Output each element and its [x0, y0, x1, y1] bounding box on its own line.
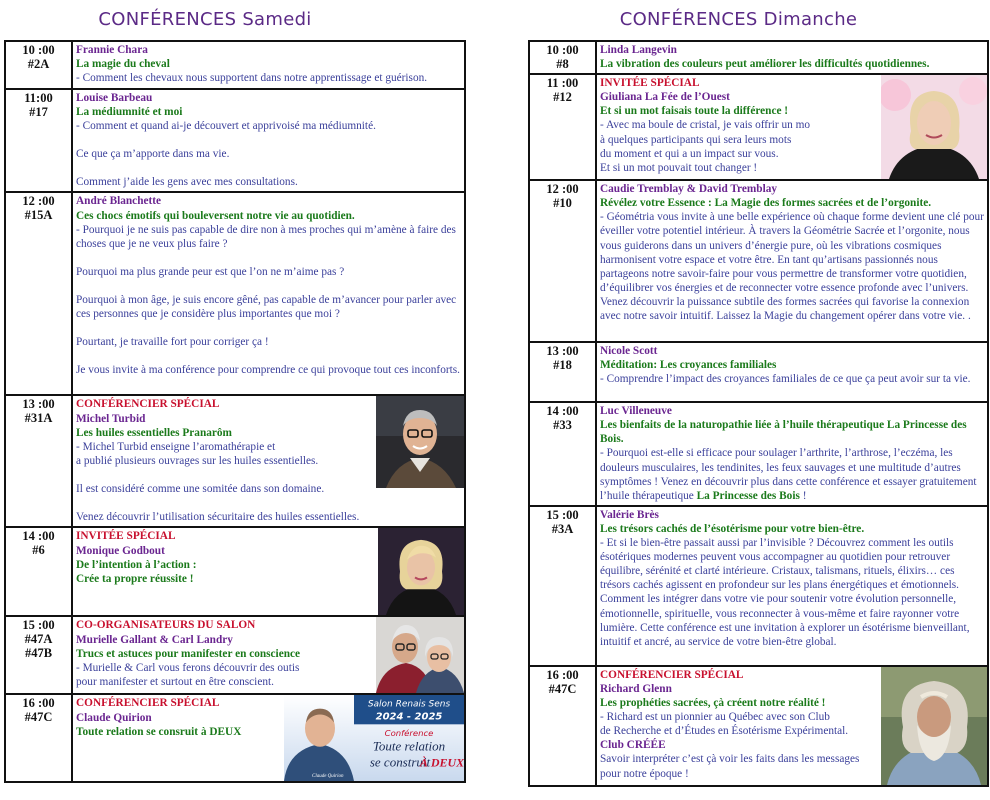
talk-title: Les huiles essentielles Pranarôm	[76, 426, 232, 439]
talk-title: Toute relation se consruit à DEUX	[76, 725, 242, 738]
conference-poster	[284, 695, 464, 781]
poster-line: se construit	[369, 755, 431, 770]
talk-title: Ces chocs émotifs qui bouleversent notre vie au quotidien.	[76, 209, 355, 222]
speaker-name: André Blanchette	[76, 195, 162, 208]
talk-description: - Pourquoi est-elle si efficace pour soulager l’arthrite, l’arthrose, l’eczéma, les douleurs musculaires, les tendinites, les feux sauvages et une multitude d’autres symptômes ! Venez en découvrir plus dans cette conférence et essayer gratuitement l’huile thérapeutique La Princesse des Bois !	[600, 447, 977, 502]
table-row	[5, 527, 465, 616]
speaker-name: Louise Barbeau	[76, 92, 153, 104]
talk-cell	[596, 402, 988, 506]
talk-cell	[72, 527, 465, 616]
talk-description: Pourquoi ma plus grande peur est que l’on ne m’aime pas ?	[76, 265, 345, 278]
talk-description: Ce que ça m’apporte dans ma vie.	[76, 148, 230, 161]
special-badge: CO-ORGANISATEURS DU SALON	[76, 619, 256, 632]
speaker-photo	[376, 617, 464, 693]
talk-description: Pourquoi à mon âge, je suis encore gêné, pas capable de m’avancer pour parler avec ces personnes que je considère plus importantes que moi ?	[76, 293, 457, 321]
talk-description: Venez découvrir l’utilisation sécuritaire des huiles essentielles.	[76, 511, 360, 524]
sunday-schedule	[528, 40, 989, 787]
club-name: Club CRÉÉE	[600, 739, 666, 752]
portrait-image	[376, 617, 464, 693]
time-cell: 12 :00 #15A	[5, 192, 72, 395]
talk-description: - Richard est un pionnier au Québec avec son Club	[600, 711, 830, 724]
portrait-image	[376, 396, 464, 488]
time-cell: 16 :00 #47C	[5, 694, 72, 782]
speaker-photo	[881, 667, 987, 785]
table-row	[5, 41, 465, 89]
talk-subtitle: Crée ta propre réussite !	[76, 572, 194, 585]
portrait-image	[881, 667, 987, 785]
sunday-column	[528, 0, 989, 787]
saturday-title: CONFÉRENCES Samedi	[98, 9, 312, 30]
table-row	[529, 342, 988, 402]
talk-cell	[596, 506, 988, 666]
speaker-name: Giuliana La Fée de l’Ouest	[600, 91, 730, 104]
talk-description: pour manifester et surtout en être conscient.	[76, 675, 274, 688]
talk-description: - Murielle & Carl vous ferons découvrir des outis	[76, 661, 300, 674]
talk-cell	[72, 41, 465, 89]
table-row	[529, 41, 988, 74]
time-cell: 10 :00 #8	[529, 41, 596, 74]
special-badge: CONFÉRENCIER SPÉCIAL	[76, 398, 220, 411]
speaker-photo	[881, 75, 987, 179]
talk-cell	[596, 41, 988, 74]
talk-description: Il est considéré comme une somitée dans son domaine.	[76, 482, 325, 495]
portrait-image	[378, 528, 464, 615]
talk-description: - Michel Turbid enseigne l’aromathérapie et	[76, 440, 276, 453]
talk-description: - Pourquoi je ne suis pas capable de dire non à mes proches qui m’amène à faire des choses que je ne veux plus faire ?	[76, 223, 456, 250]
time-cell: 14 :00 #33	[529, 402, 596, 506]
talk-description: - Comprendre l’impact des croyances familiales de ce que ça peut avoir sur ta vie.	[600, 373, 971, 386]
speaker-name: Richard Glenn	[600, 682, 672, 695]
time-cell: 16 :00 #47C	[529, 666, 596, 786]
talk-description: - Comment les chevaux nous supportent dans notre apprentissage et guérison.	[76, 72, 428, 85]
poster-label: Conférence	[384, 728, 434, 739]
talk-description: - Et si le bien-être passait aussi par l’invisible ? Découvrez comment les outils ésotériques modernes peuvent vous accompagner au quotidien pour retrouver équilibre, sérénité et clarté intérieure. Cristaux, talismans, rituels, élixirs… ces trésors cachés agissent en profondeur sur les plans énergétiques et émotionnels. Comment les intégrer dans votre vie pour soutenir votre évolution personnelle, émotionnelle, spirituelle, vous reconnecter à vous-même et faire rayonner votre lumière. Cette conférence est une invitation à explorer un ésotérisme bienveillant, intuitif et ancré, au service de votre bien-être global.	[600, 537, 970, 648]
speaker-name: Murielle Gallant & Carl Landry	[76, 633, 233, 646]
table-row	[529, 402, 988, 506]
special-badge: CONFÉRENCIER SPÉCIAL	[76, 697, 220, 710]
talk-title: Les prophéties sacrées, çà créent notre réalité !	[600, 697, 826, 710]
speaker-name: Linda Langevin	[600, 44, 677, 56]
talk-description: Et si un mot pouvait tout changer !	[600, 161, 758, 174]
time-cell: 15 :00 #3A	[529, 506, 596, 666]
talk-text	[600, 76, 874, 175]
talk-title: La magie du cheval	[76, 58, 170, 71]
speaker-name: Caudie Tremblay & David Tremblay	[600, 183, 777, 196]
sunday-title: CONFÉRENCES Dimanche	[619, 9, 858, 30]
time-cell: 15 :00 #47A #47B	[5, 616, 72, 694]
speaker-name: Luc Villeneuve	[600, 405, 672, 418]
saturday-schedule	[4, 40, 466, 783]
speaker-name: Valérie Brès	[600, 508, 659, 521]
talk-description: Je vous invite à ma conférence pour comprendre ce qui provoque tout ces inconforts.	[76, 364, 460, 377]
poster-highlight: À DEUX	[419, 755, 464, 770]
special-badge: CONFÉRENCIER SPÉCIAL	[600, 668, 744, 681]
talk-title: Et si un mot faisais toute la différence !	[600, 105, 789, 118]
talk-text	[600, 668, 876, 781]
speaker-name: Claude Quirion	[76, 711, 152, 724]
saturday-column	[4, 0, 466, 783]
table-row	[5, 395, 465, 527]
table-row	[5, 192, 465, 395]
talk-cell	[72, 395, 465, 527]
talk-title: Trucs et astuces pour manifester en conscience	[76, 647, 301, 660]
poster-signature: Claude Quirion	[312, 774, 344, 780]
talk-description: Pourtant, je travaille fort pour corriger ça !	[76, 336, 269, 349]
talk-description: de Recherche et d’Études en Ésotérisme Expérimental.	[600, 725, 849, 738]
time-cell: 14 :00 #6	[5, 527, 72, 616]
talk-title: Révélez votre Essence : La Magie des formes sacrées et de l’orgonite.	[600, 197, 932, 210]
talk-cell	[596, 342, 988, 402]
talk-cell	[72, 616, 465, 694]
talk-title: Les bienfaits de la naturopathie liée à l’huile thérapeutique La Princesse des Bois.	[600, 419, 967, 446]
talk-description: a publié plusieurs ouvrages sur les huiles essentielles.	[76, 454, 319, 467]
table-row	[5, 616, 465, 694]
talk-description: - Avec ma boule de cristal, je vais offrir un mo	[600, 119, 811, 132]
table-row	[529, 74, 988, 180]
speaker-photo	[376, 396, 464, 488]
talk-title: De l’intention à l’action :	[76, 558, 197, 571]
poster-years: 2024 - 2025	[375, 711, 443, 723]
talk-title: La médiumnité et moi	[76, 106, 183, 119]
talk-cell	[72, 192, 465, 395]
talk-description: Savoir interpréter c’est çà voir les faits dans les messages pour notre époque !	[600, 753, 860, 780]
poster-header: Salon Renais Sens	[367, 700, 451, 711]
special-badge: INVITÉE SPÉCIAL	[76, 530, 176, 543]
table-row	[529, 506, 988, 666]
talk-title: Les trésors cachés de l’ésotérisme pour votre bien-être.	[600, 522, 865, 535]
table-row	[5, 694, 465, 782]
speaker-name: Nicole Scott	[600, 345, 658, 358]
talk-description: - Comment et quand ai-je découvert et apprivoisé ma médiumnité.	[76, 120, 376, 133]
poster-line: Toute relation	[372, 740, 446, 755]
speaker-photo	[378, 528, 464, 615]
speaker-name: Monique Godbout	[76, 544, 165, 557]
talk-cell	[596, 180, 988, 342]
talk-title: Méditation: Les croyances familiales	[600, 359, 777, 372]
time-cell: 13 :00 #18	[529, 342, 596, 402]
talk-description: à quelques participants qui sera leurs mots	[600, 133, 792, 146]
portrait-image	[881, 75, 987, 179]
table-row	[5, 89, 465, 192]
time-cell: 11:00 #17	[5, 89, 72, 192]
speaker-name: Frannie Chara	[76, 44, 148, 56]
talk-cell	[72, 694, 465, 782]
talk-description: - Géométria vous invite à une belle expérience où chaque forme devient une clé pour éveiller votre potentiel intérieur. À travers la Géométrie Sacrée et l’orgonite, nous vous guiderons dans un univers d’énergie pure, où les vibrations cosmiques harmonisent votre espace et votre être. En tant qu’artisans passionnés nous partageons notre savoir-faire pour vous permettre de transformer votre quotidien, d’équilibrer vos énergies et de reconnecter votre essence profonde avec l’univers. Venez découvrir la puissance subtile des formes sacrées qui favorise la connexion avec notre savoir intuitif. Laissez la Magie du changement opérer dans votre vie. .	[600, 211, 984, 323]
talk-title: La vibration des couleurs peut améliorer les difficultés quotidiennes.	[600, 58, 930, 71]
poster-image	[284, 695, 464, 781]
time-cell: 10 :00 #2A	[5, 41, 72, 89]
time-cell: 11 :00 #12	[529, 74, 596, 180]
special-badge: INVITÉE SPÉCIAL	[600, 77, 700, 90]
time-cell: 12 :00 #10	[529, 180, 596, 342]
table-row	[529, 666, 988, 786]
time-cell: 13 :00 #31A	[5, 395, 72, 527]
product-name: La Princesse des Bois	[696, 489, 800, 502]
talk-cell	[596, 666, 988, 786]
talk-cell	[596, 74, 988, 180]
speaker-name: Michel Turbid	[76, 412, 146, 425]
table-row	[529, 180, 988, 342]
talk-description: du moment et qui a un impact sur vous.	[600, 147, 779, 160]
talk-cell	[72, 89, 465, 192]
talk-description: Comment j’aide les gens avec mes consultations.	[76, 176, 298, 189]
